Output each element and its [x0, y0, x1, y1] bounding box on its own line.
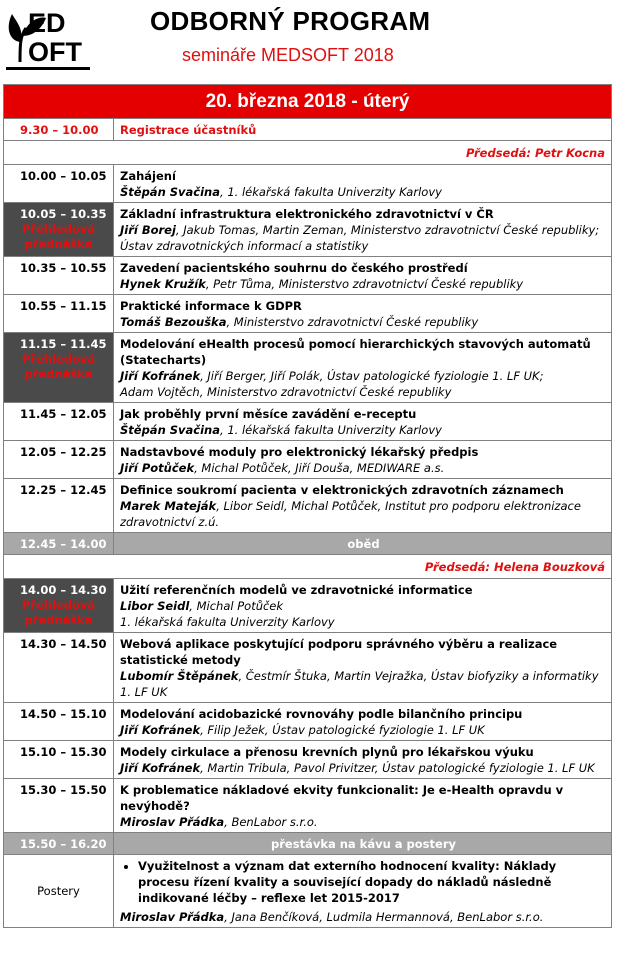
talk-title: K problematice nákladové ekvity funkcionalit: Je e-Health opravdu v nevýhodě?: [120, 783, 564, 813]
talk-authors: [120, 276, 607, 292]
time-cell: [4, 703, 114, 741]
talk-time: 10.55 – 11.15: [20, 299, 107, 313]
time-cell: 9.30 – 10.00: [4, 119, 114, 141]
talk-content: [114, 333, 612, 403]
talk-content: [114, 295, 612, 333]
talk-speaker: Miroslav Přádka: [120, 815, 225, 829]
talk-row: [4, 295, 612, 333]
talk-row: [4, 441, 612, 479]
coffee-break-row: [4, 833, 612, 855]
talk-authors: [120, 184, 607, 200]
talk-speaker: Tomáš Bezouška: [120, 315, 227, 329]
talk-content: [114, 579, 612, 633]
talk-title: Jak proběhly první měsíce zavádění e-receptu: [120, 407, 417, 421]
talk-title: Zahájení: [120, 169, 176, 183]
talk-content: [114, 479, 612, 533]
talk-time: 14.50 – 15.10: [20, 707, 107, 721]
time-cell: [4, 633, 114, 703]
talk-content: [114, 165, 612, 203]
talk-speaker: Jiří Kofránek: [120, 723, 201, 737]
talk-coauthors: , Filip Ježek, Ústav patologické fyziologie 1. LF UK: [200, 723, 485, 737]
talk-authors: [120, 460, 607, 476]
talk-title: Modely cirkulace a přenosu krevních plynů pro lékařskou výuku: [120, 745, 534, 759]
time-cell: 15.50 – 16.20: [4, 833, 114, 855]
talk-time: 12.05 – 12.25: [20, 445, 107, 459]
talk-time: 11.15 – 11.45: [20, 337, 107, 351]
talk-authors: [120, 368, 607, 384]
program-table: [3, 84, 612, 928]
talk-title: Webová aplikace poskytující podporu správného výběru a realizace statistické metody: [120, 637, 558, 667]
talk-content: [114, 703, 612, 741]
talk-authors: [120, 722, 607, 738]
talk-affiliation: Adam Vojtěch, Ministerstvo zdravotnictví České republiky: [120, 385, 452, 399]
time-cell: [4, 295, 114, 333]
poster-content: [114, 855, 612, 928]
morning-talks: [4, 165, 612, 533]
talk-speaker: Jiří Kofránek: [120, 369, 201, 383]
logo-underline: [6, 67, 90, 70]
review-label-line2: přednáška: [24, 613, 93, 627]
talk-row: [4, 403, 612, 441]
time-cell: [4, 779, 114, 833]
talk-coauthors: , Jakub Tomas, Martin Zeman, Ministerstvo zdravotnictví České republiky; Ústav zdravotnických informací a statistiky: [120, 223, 600, 253]
chair-label: Předsedá: Petr Kocna: [4, 141, 612, 165]
chair-label: Předsedá: Helena Bouzková: [4, 555, 612, 579]
talk-title: Nadstavbové moduly pro elektronický lékařský předpis: [120, 445, 479, 459]
lunch-label: oběd: [114, 533, 612, 555]
review-talk-row: [4, 203, 612, 257]
review-label-line1: Přehledová: [21, 222, 96, 236]
talk-speaker: Libor Seidl: [120, 599, 190, 613]
time-cell: [4, 741, 114, 779]
talk-speaker: Jiří Potůček: [120, 461, 195, 475]
talk-row: [4, 741, 612, 779]
logo-text-line1: ED: [28, 8, 66, 38]
talk-content: [114, 403, 612, 441]
date-heading: 20. března 2018 - úterý: [4, 85, 612, 119]
poster-list: [120, 858, 607, 906]
posters-row: [4, 855, 612, 928]
talk-row: [4, 633, 612, 703]
talk-authors: [120, 668, 607, 700]
talk-time: 10.35 – 10.55: [20, 261, 107, 275]
time-cell: [4, 441, 114, 479]
time-cell: 12.45 – 14.00: [4, 533, 114, 555]
talk-content: [114, 741, 612, 779]
talk-time: 12.25 – 12.45: [20, 483, 107, 497]
poster-coauthors: , Jana Benčíková, Ludmila Hermannová, BenLabor s.r.o.: [224, 910, 544, 924]
talk-content: [114, 203, 612, 257]
talk-coauthors: , 1. lékařská fakulta Univerzity Karlovy: [220, 185, 442, 199]
talk-title: Praktické informace k GDPR: [120, 299, 302, 313]
registration-label: Registrace účastníků: [114, 119, 612, 141]
review-label-line1: Přehledová: [21, 352, 96, 366]
afternoon-talks: [4, 579, 612, 833]
talk-row: [4, 165, 612, 203]
talk-time: 15.30 – 15.50: [20, 783, 107, 797]
talk-content: [114, 633, 612, 703]
time-cell: [4, 333, 114, 403]
talk-speaker: Jiří Borej: [120, 223, 176, 237]
talk-time: 15.10 – 15.30: [20, 745, 107, 759]
date-heading-row: [4, 85, 612, 119]
poster-speaker: Miroslav Přádka: [120, 910, 225, 924]
talk-time: 14.30 – 14.50: [20, 637, 107, 651]
review-label-line2: přednáška: [24, 237, 93, 251]
lunch-row: [4, 533, 612, 555]
talk-content: [114, 441, 612, 479]
talk-speaker: Lubomír Štěpánek: [120, 669, 239, 683]
talk-authors: [120, 760, 607, 776]
logo-text-line2: OFT: [28, 37, 82, 67]
page-title: ODBORNÝ PROGRAM: [150, 6, 431, 36]
talk-affiliation: 1. lékařská fakulta Univerzity Karlovy: [120, 615, 335, 629]
poster-title: • Využitelnost a význam dat externího hodnocení kvality: Náklady procesu řízení kvality a související dopady do nákladů následně indikované léčby – reflexe let 2015-2017: [138, 858, 607, 906]
talk-coauthors: , Martin Tribula, Pavol Privitzer, Ústav patologické fyziologie 1. LF UK: [200, 761, 595, 775]
talk-coauthors: , Libor Seidl, Michal Potůček, Institut pro podporu elektronizace zdravotnictví z.ú.: [120, 499, 581, 529]
registration-row: [4, 119, 612, 141]
talk-content: [114, 779, 612, 833]
time-cell: [4, 479, 114, 533]
talk-row: [4, 703, 612, 741]
time-cell: [4, 165, 114, 203]
talk-speaker: Štěpán Svačina: [120, 185, 221, 199]
medsoft-logo: [6, 6, 90, 72]
talk-authors: [120, 598, 607, 614]
talk-time: 10.00 – 10.05: [20, 169, 107, 183]
talk-coauthors: , BenLabor s.r.o.: [224, 815, 318, 829]
talk-coauthors: , Petr Tůma, Ministerstvo zdravotnictví České republiky: [205, 277, 524, 291]
time-cell: [4, 403, 114, 441]
review-label-line2: přednáška: [24, 367, 93, 381]
talk-title: Základní infrastruktura elektronického zdravotnictví v ČR: [120, 207, 494, 221]
talk-coauthors: , Čestmír Štuka, Martin Vejražka, Ústav biofyziky a informatiky 1. LF UK: [120, 669, 599, 699]
talk-row: [4, 479, 612, 533]
talk-coauthors: , Ministerstvo zdravotnictví České republiky: [226, 315, 479, 329]
talk-title: Definice soukromí pacienta v elektronických zdravotních záznamech: [120, 483, 564, 497]
talk-time: 11.45 – 12.05: [20, 407, 107, 421]
coffee-break-label: přestávka na kávu a postery: [114, 833, 612, 855]
talk-coauthors: , 1. lékařská fakulta Univerzity Karlovy: [220, 423, 442, 437]
talk-title: Zavedení pacientského souhrnu do českého prostředí: [120, 261, 468, 275]
talk-speaker: Štěpán Svačina: [120, 423, 221, 437]
talk-speaker: Hynek Kružík: [120, 277, 206, 291]
chair-row: [4, 141, 612, 165]
talk-title: Modelování eHealth procesů pomocí hierarchických stavových automatů (Statecharts): [120, 337, 591, 367]
talk-authors: [120, 222, 607, 254]
talk-speaker: Marek Mateják: [120, 499, 217, 513]
talk-authors: [120, 814, 607, 830]
talk-title: Užití referenčních modelů ve zdravotnické informatice: [120, 583, 473, 597]
talk-authors: [120, 422, 607, 438]
chair-row: [4, 555, 612, 579]
talk-title: Modelování acidobazické rovnováhy podle bilančního principu: [120, 707, 523, 721]
talk-coauthors: , Michal Potůček: [189, 599, 284, 613]
talk-row: [4, 779, 612, 833]
talk-speaker: Jiří Kofránek: [120, 761, 201, 775]
talk-content: [114, 257, 612, 295]
talk-time: 10.05 – 10.35: [20, 207, 107, 221]
talk-authors: [120, 314, 607, 330]
page-subtitle: semináře MEDSOFT 2018: [182, 45, 394, 65]
page-header: [0, 0, 617, 82]
talk-coauthors: , Jiří Berger, Jiří Polák, Ústav patologické fyziologie 1. LF UK;: [200, 369, 544, 383]
talk-coauthors: , Michal Potůček, Jiří Douša, MEDIWARE a.s.: [194, 461, 445, 475]
talk-authors: [120, 498, 607, 530]
poster-authors: [120, 909, 607, 925]
review-talk-row: [4, 333, 612, 403]
review-label-line1: Přehledová: [21, 598, 96, 612]
time-cell: [4, 257, 114, 295]
talk-row: [4, 257, 612, 295]
time-cell: [4, 579, 114, 633]
time-cell: [4, 203, 114, 257]
review-talk-row: [4, 579, 612, 633]
talk-time: 14.00 – 14.30: [20, 583, 107, 597]
posters-label: Postery: [4, 855, 114, 928]
